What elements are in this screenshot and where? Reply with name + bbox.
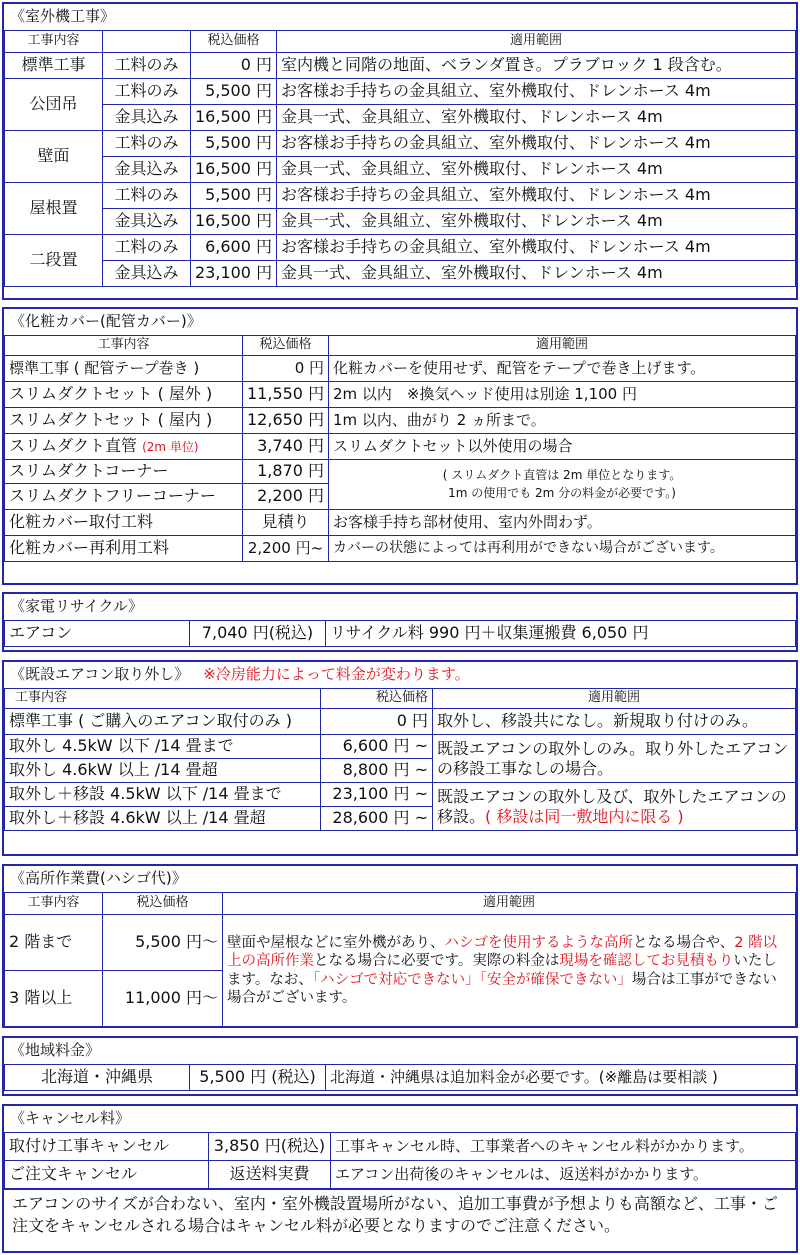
header-price: 税込価格	[191, 31, 277, 53]
item-cell: 2 階まで	[5, 915, 103, 971]
item-cell: 公団吊	[5, 79, 103, 131]
type-cell: 工料のみ	[103, 235, 191, 261]
section-title: 《地域料金》	[10, 1041, 101, 1060]
scope-text: 場合は工事ができない場合がございます。	[227, 971, 777, 1006]
table-row	[5, 783, 796, 807]
price-cell: 3,740 円	[243, 434, 329, 460]
price-cell: 0 円	[321, 709, 433, 735]
cancel-table	[4, 1132, 796, 1189]
price-cell: 6,600 円	[191, 235, 277, 261]
item-cell: スリムダクトセット ( 屋外 )	[5, 382, 243, 408]
price-cell: 5,500 円～	[103, 915, 223, 971]
price-cell: 0 円	[243, 356, 329, 382]
item-cell: 北海道・沖縄県	[5, 1065, 190, 1091]
scope-highlight: 現場を確認してお見積もり	[559, 953, 734, 970]
scope-highlight: 「ハシゴで対応できない」「安全が確保できない」	[312, 971, 632, 988]
header-scope: 適用範囲	[223, 893, 796, 915]
section-title: 《化粧カバー(配管カバー)》	[10, 312, 202, 331]
memo-line: 1m の使用でも 2m 分の料金が必要です。)	[448, 485, 676, 500]
scope-cell: 工事キャンセル時、工事業者へのキャンセル料がかかります。	[331, 1133, 796, 1161]
scope-cell: 金具一式、金具組立、室外機取付、ドレンホース 4m	[277, 209, 796, 235]
slim-duct-memo	[329, 460, 796, 510]
item-cell: 二段置	[5, 235, 103, 287]
price-cell: 0 円	[191, 53, 277, 79]
item-cell: 屋根置	[5, 183, 103, 235]
table-row	[5, 356, 796, 382]
table-row	[5, 434, 796, 460]
header-price: 税込価格	[243, 336, 329, 356]
section-title: 《キャンセル料》	[10, 1109, 131, 1128]
item-cell: 取外し＋移設 4.5kW 以下 /14 畳まで	[5, 783, 321, 807]
table-row	[5, 261, 796, 287]
memo-line: ( スリムダクト直管は 2m 単位となります。	[442, 468, 682, 483]
table-row	[5, 1133, 796, 1161]
recycle-table	[4, 620, 796, 647]
cover-section	[2, 307, 798, 585]
section-title: 《室外機工事》	[10, 7, 116, 26]
type-cell: 金具込み	[103, 105, 191, 131]
type-cell: 金具込み	[103, 209, 191, 235]
scope-cell: 室内機と同階の地面、ベランダ置き。プラブロック 1 段含む。	[277, 53, 796, 79]
item-cell: 3 階以上	[5, 971, 103, 1027]
scope-cell: 金具一式、金具組立、室外機取付、ドレンホース 4m	[277, 157, 796, 183]
type-cell: 金具込み	[103, 157, 191, 183]
scope-cell	[433, 783, 796, 831]
table-row	[5, 735, 796, 759]
item-cell: エアコン	[5, 621, 190, 647]
scope-text: 壁面や屋根などに室外機があり、	[227, 935, 445, 952]
price-cell: 28,600 円 ~	[321, 807, 433, 831]
scope-cell: お客様お手持ちの金具組立、室外機取付、ドレンホース 4m	[277, 235, 796, 261]
table-row	[5, 536, 796, 562]
scope-cell: 取外し、移設共になし。新規取り付けのみ。	[433, 709, 796, 735]
item-cell: ご注文キャンセル	[5, 1161, 209, 1189]
header-type	[103, 31, 191, 53]
price-cell: 23,100 円 ~	[321, 783, 433, 807]
section-title: 《家電リサイクル》	[10, 597, 143, 616]
scope-text: いたします。なお、	[227, 953, 777, 988]
header-price: 税込価格	[321, 689, 433, 709]
price-cell: 7,040 円(税込)	[190, 621, 326, 647]
table-row	[5, 621, 796, 647]
type-cell: 工料のみ	[103, 79, 191, 105]
section-title	[4, 662, 796, 688]
table-row	[5, 460, 796, 484]
table-row	[5, 53, 796, 79]
outdoor-section	[2, 2, 798, 300]
cancel-note: エアコンのサイズが合わない、室内・室外機設置場所がない、追加工事費が予想よりも高額など、工事・ご注文をキャンセルされる場合はキャンセル料が必要となりますのでご注意ください。	[4, 1189, 796, 1239]
price-cell: 2,200 円~	[243, 536, 329, 562]
scope-cell: 金具一式、金具組立、室外機取付、ドレンホース 4m	[277, 261, 796, 287]
scope-text: 既設エアコンの取外し及び、取外したエアコンの移設。	[437, 787, 787, 826]
price-cell: 16,500 円	[191, 105, 277, 131]
table-row	[5, 131, 796, 157]
height-table	[4, 892, 796, 1027]
scope-note: ( 移設は同一敷地内に限る )	[485, 806, 684, 826]
table-row	[5, 235, 796, 261]
price-cell: 12,650 円	[243, 408, 329, 434]
price-cell: 5,500 円	[191, 79, 277, 105]
scope-highlight: 2 階以上の高所作業	[227, 935, 778, 970]
scope-text: となる場合に必要です。実際の料金は	[314, 953, 560, 970]
header-item: 工事内容	[5, 31, 103, 53]
scope-cell: 2m 以内 ※換気ヘッド使用は別途 1,100 円	[329, 382, 796, 408]
unit-note: (2m 単位)	[142, 440, 199, 455]
item-cell: スリムダクトフリーコーナー	[5, 484, 243, 510]
price-cell: 11,550 円	[243, 382, 329, 408]
section-title: 《高所作業費(ハシゴ代)》	[10, 869, 187, 888]
table-header	[5, 336, 796, 356]
item-cell: 標準工事 ( 配管テープ巻き )	[5, 356, 243, 382]
price-cell: 返送料実費	[209, 1161, 331, 1189]
type-cell: 工料のみ	[103, 131, 191, 157]
cancel-section	[2, 1104, 798, 1253]
table-row	[5, 510, 796, 536]
price-cell: 5,500 円 (税込)	[190, 1065, 326, 1091]
price-cell: 23,100 円	[191, 261, 277, 287]
table-row	[5, 183, 796, 209]
item-cell: 取外し 4.6kW 以上 /14 畳超	[5, 759, 321, 783]
item-cell: 化粧カバー再利用工料	[5, 536, 243, 562]
table-row	[5, 105, 796, 131]
price-cell: 5,500 円	[191, 183, 277, 209]
scope-cell: エアコン出荷後のキャンセルは、返送料がかかります。	[331, 1161, 796, 1189]
scope-cell: お客様お手持ちの金具組立、室外機取付、ドレンホース 4m	[277, 183, 796, 209]
item-cell: 標準工事	[5, 53, 103, 79]
table-header	[5, 689, 796, 709]
header-scope: 適用範囲	[277, 31, 796, 53]
item-cell	[5, 434, 243, 460]
header-price: 税込価格	[103, 893, 223, 915]
item-cell: 取付け工事キャンセル	[5, 1133, 209, 1161]
scope-cell: 化粧カバーを使用せず、配管をテープで巻き上げます。	[329, 356, 796, 382]
header-item: 工事内容	[5, 689, 321, 709]
table-header	[5, 893, 796, 915]
price-cell: 1,870 円	[243, 460, 329, 484]
price-cell: 16,500 円	[191, 157, 277, 183]
region-table	[4, 1064, 796, 1091]
scope-cell: 北海道・沖縄県は追加料金が必要です。(※離島は要相談 )	[326, 1065, 796, 1091]
scope-cell: 既設エアコンの取外しのみ。取り外したエアコンの移設工事なしの場合。	[433, 735, 796, 783]
header-item: 工事内容	[5, 336, 243, 356]
scope-cell: リサイクル料 990 円＋収集運搬費 6,050 円	[326, 621, 796, 647]
item-cell: スリムダクトセット ( 屋内 )	[5, 408, 243, 434]
price-cell: 5,500 円	[191, 131, 277, 157]
price-cell: 2,200 円	[243, 484, 329, 510]
price-cell: 8,800 円 ~	[321, 759, 433, 783]
item-label: スリムダクト直管	[9, 436, 138, 456]
table-row	[5, 209, 796, 235]
scope-cell: 1m 以内、曲がり 2 ヵ所まで。	[329, 408, 796, 434]
header-item: 工事内容	[5, 893, 103, 915]
item-cell: 取外し 4.5kW 以下 /14 畳まで	[5, 735, 321, 759]
scope-cell: お客様手持ち部材使用、室内外問わず。	[329, 510, 796, 536]
price-cell: 見積り	[243, 510, 329, 536]
height-section	[2, 864, 798, 1028]
table-row	[5, 382, 796, 408]
table-header	[5, 31, 796, 53]
item-cell: 標準工事 ( ご購入のエアコン取付のみ )	[5, 709, 321, 735]
outdoor-table	[4, 30, 796, 287]
type-cell: 金具込み	[103, 261, 191, 287]
table-row	[5, 709, 796, 735]
scope-text: となる場合や、	[633, 935, 735, 952]
header-scope: 適用範囲	[433, 689, 796, 709]
scope-cell: カバーの状態によっては再利用ができない場合がございます。	[329, 536, 796, 562]
scope-cell: お客様お手持ちの金具組立、室外機取付、ドレンホース 4m	[277, 79, 796, 105]
item-cell: 壁面	[5, 131, 103, 183]
item-cell: 取外し＋移設 4.6kW 以上 /14 畳超	[5, 807, 321, 831]
removal-section	[2, 660, 798, 856]
header-scope: 適用範囲	[329, 336, 796, 356]
price-note: ※冷房能力によって料金が変わります。	[203, 665, 470, 684]
removal-table	[4, 688, 796, 831]
table-row	[5, 408, 796, 434]
price-cell: 11,000 円～	[103, 971, 223, 1027]
type-cell: 工料のみ	[103, 183, 191, 209]
price-cell: 3,850 円(税込)	[209, 1133, 331, 1161]
table-row	[5, 1065, 796, 1091]
table-row	[5, 915, 796, 971]
table-row	[5, 1161, 796, 1189]
item-cell: 化粧カバー取付工料	[5, 510, 243, 536]
table-row	[5, 157, 796, 183]
recycle-section	[2, 592, 798, 652]
region-section	[2, 1036, 798, 1096]
price-cell: 6,600 円 ~	[321, 735, 433, 759]
price-cell: 16,500 円	[191, 209, 277, 235]
scope-cell: 金具一式、金具組立、室外機取付、ドレンホース 4m	[277, 105, 796, 131]
scope-cell: スリムダクトセット以外使用の場合	[329, 434, 796, 460]
title-label: 《既設エアコン取り外し》	[10, 665, 190, 684]
table-row	[5, 79, 796, 105]
scope-cell: お客様お手持ちの金具組立、室外機取付、ドレンホース 4m	[277, 131, 796, 157]
type-cell: 工料のみ	[103, 53, 191, 79]
scope-highlight: ハシゴを使用するような高所	[444, 935, 633, 952]
item-cell: スリムダクトコーナー	[5, 460, 243, 484]
scope-cell	[223, 915, 796, 1027]
cover-table	[4, 335, 796, 562]
